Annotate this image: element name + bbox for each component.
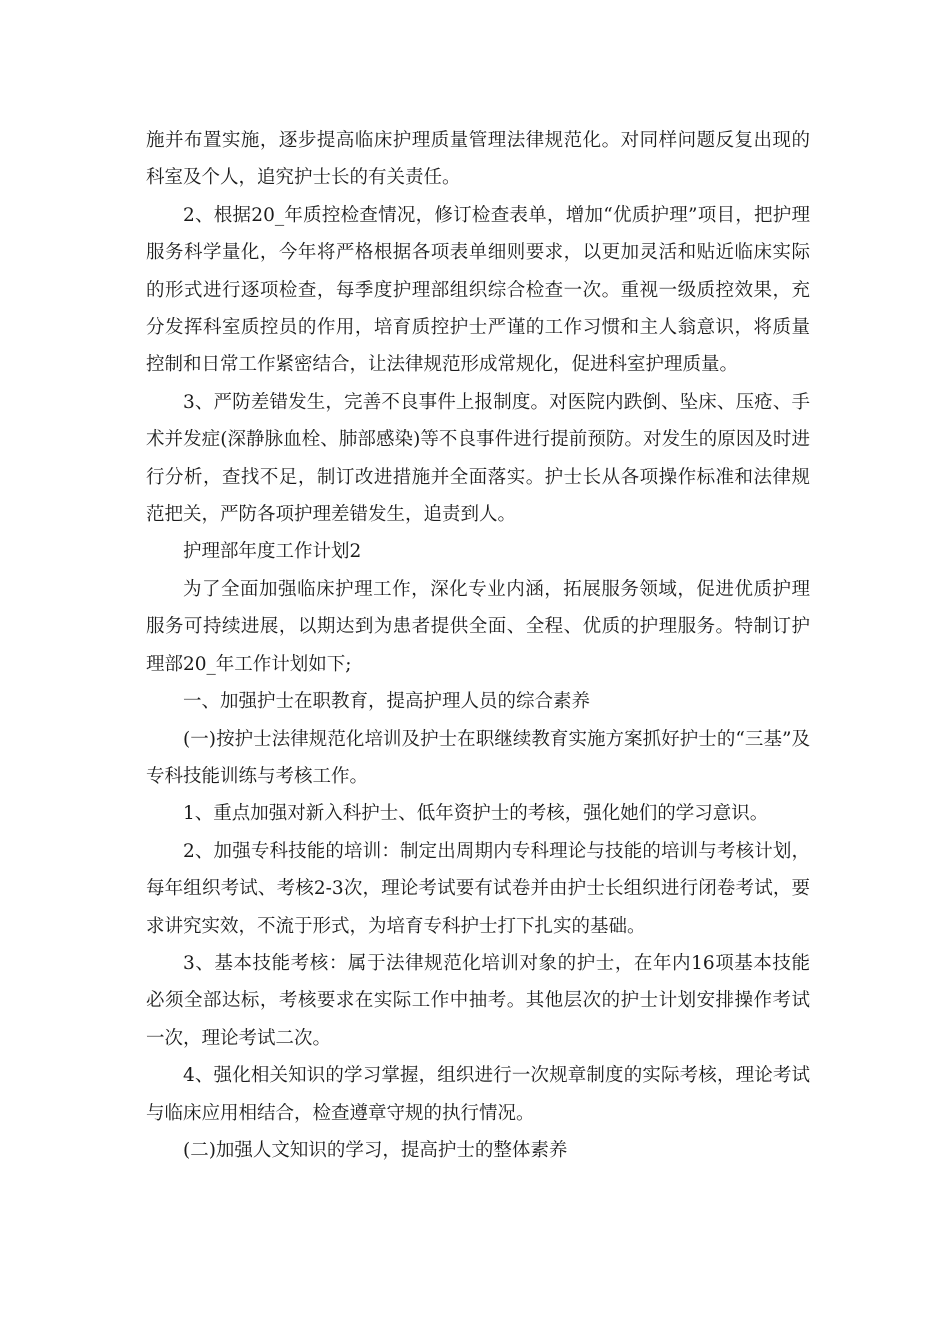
paragraph-item-3: 3、严防差错发生，完善不良事件上报制度。对医院内跌倒、坠床、压疮、手术并发症(深静脉血栓、肺部感染)等不良事件进行提前预防。对发生的原因及时进行分析，查找不足，制订改进措施并全面落实。护士长从各项操作标准和法律规范把关，严防各项护理差错发生，追责到人。 [146, 391, 810, 526]
paragraph-continuation: 施并布置实施，逐步提高临床护理质量管理法律规范化。对同样问题反复出现的科室及个人，追究护士长的有关责任。 [146, 130, 810, 189]
list-item-4: 4、强化相关知识的学习掌握，组织进行一次规章制度的实际考核，理论考试与临床应用相结合，检查遵章守规的执行情况。 [146, 1065, 810, 1124]
list-item-3: 3、基本技能考核：属于法律规范化培训对象的护士，在年内16项基本技能必须全部达标，考核要求在实际工作中抽考。其他层次的护士计划安排操作考试一次，理论考试二次。 [146, 952, 810, 1049]
document-body [146, 122, 810, 1169]
list-item-2: 2、加强专科技能的培训：制定出周期内专科理论与技能的培训与考核计划，每年组织考试、考核2-3次，理论考试要有试卷并由护士长组织进行闭卷考试，要求讲究实效，不流于形式，为培育专科护士打下扎实的基础。 [146, 840, 810, 937]
subheading-two: (二)加强人文知识的学习，提高护士的整体素养 [183, 1139, 568, 1161]
subheading-one: (一)按护士法律规范化培训及护士在职继续教育实施方案抓好护士的“三基”及专科技能训练与考核工作。 [146, 728, 810, 787]
paragraph-intro: 为了全面加强临床护理工作，深化专业内涵，拓展服务领域，促进优质护理服务可持续进展，以期达到为患者提供全面、全程、优质的护理服务。特制订护理部20_年工作计划如下; [146, 578, 810, 675]
section-title: 护理部年度工作计划2 [183, 541, 362, 563]
list-item-1: 1、重点加强对新入科护士、低年资护士的考核，强化她们的学习意识。 [183, 803, 769, 825]
heading-part-one: 一、加强护士在职教育，提高护理人员的综合素养 [183, 691, 591, 713]
paragraph-item-2: 2、根据20_年质控检查情况，修订检查表单，增加“优质护理”项目，把护理服务科学量化，今年将严格根据各项表单细则要求，以更加灵活和贴近临床实际的形式进行逐项检查，每季度护理部组织综合检查一次。重视一级质控效果，充分发挥科室质控员的作用，培育质控护士严谨的工作习惯和主人翁意识，将质量控制和日常工作紧密结合，让法律规范形成常规化，促进科室护理质量。 [146, 204, 810, 376]
